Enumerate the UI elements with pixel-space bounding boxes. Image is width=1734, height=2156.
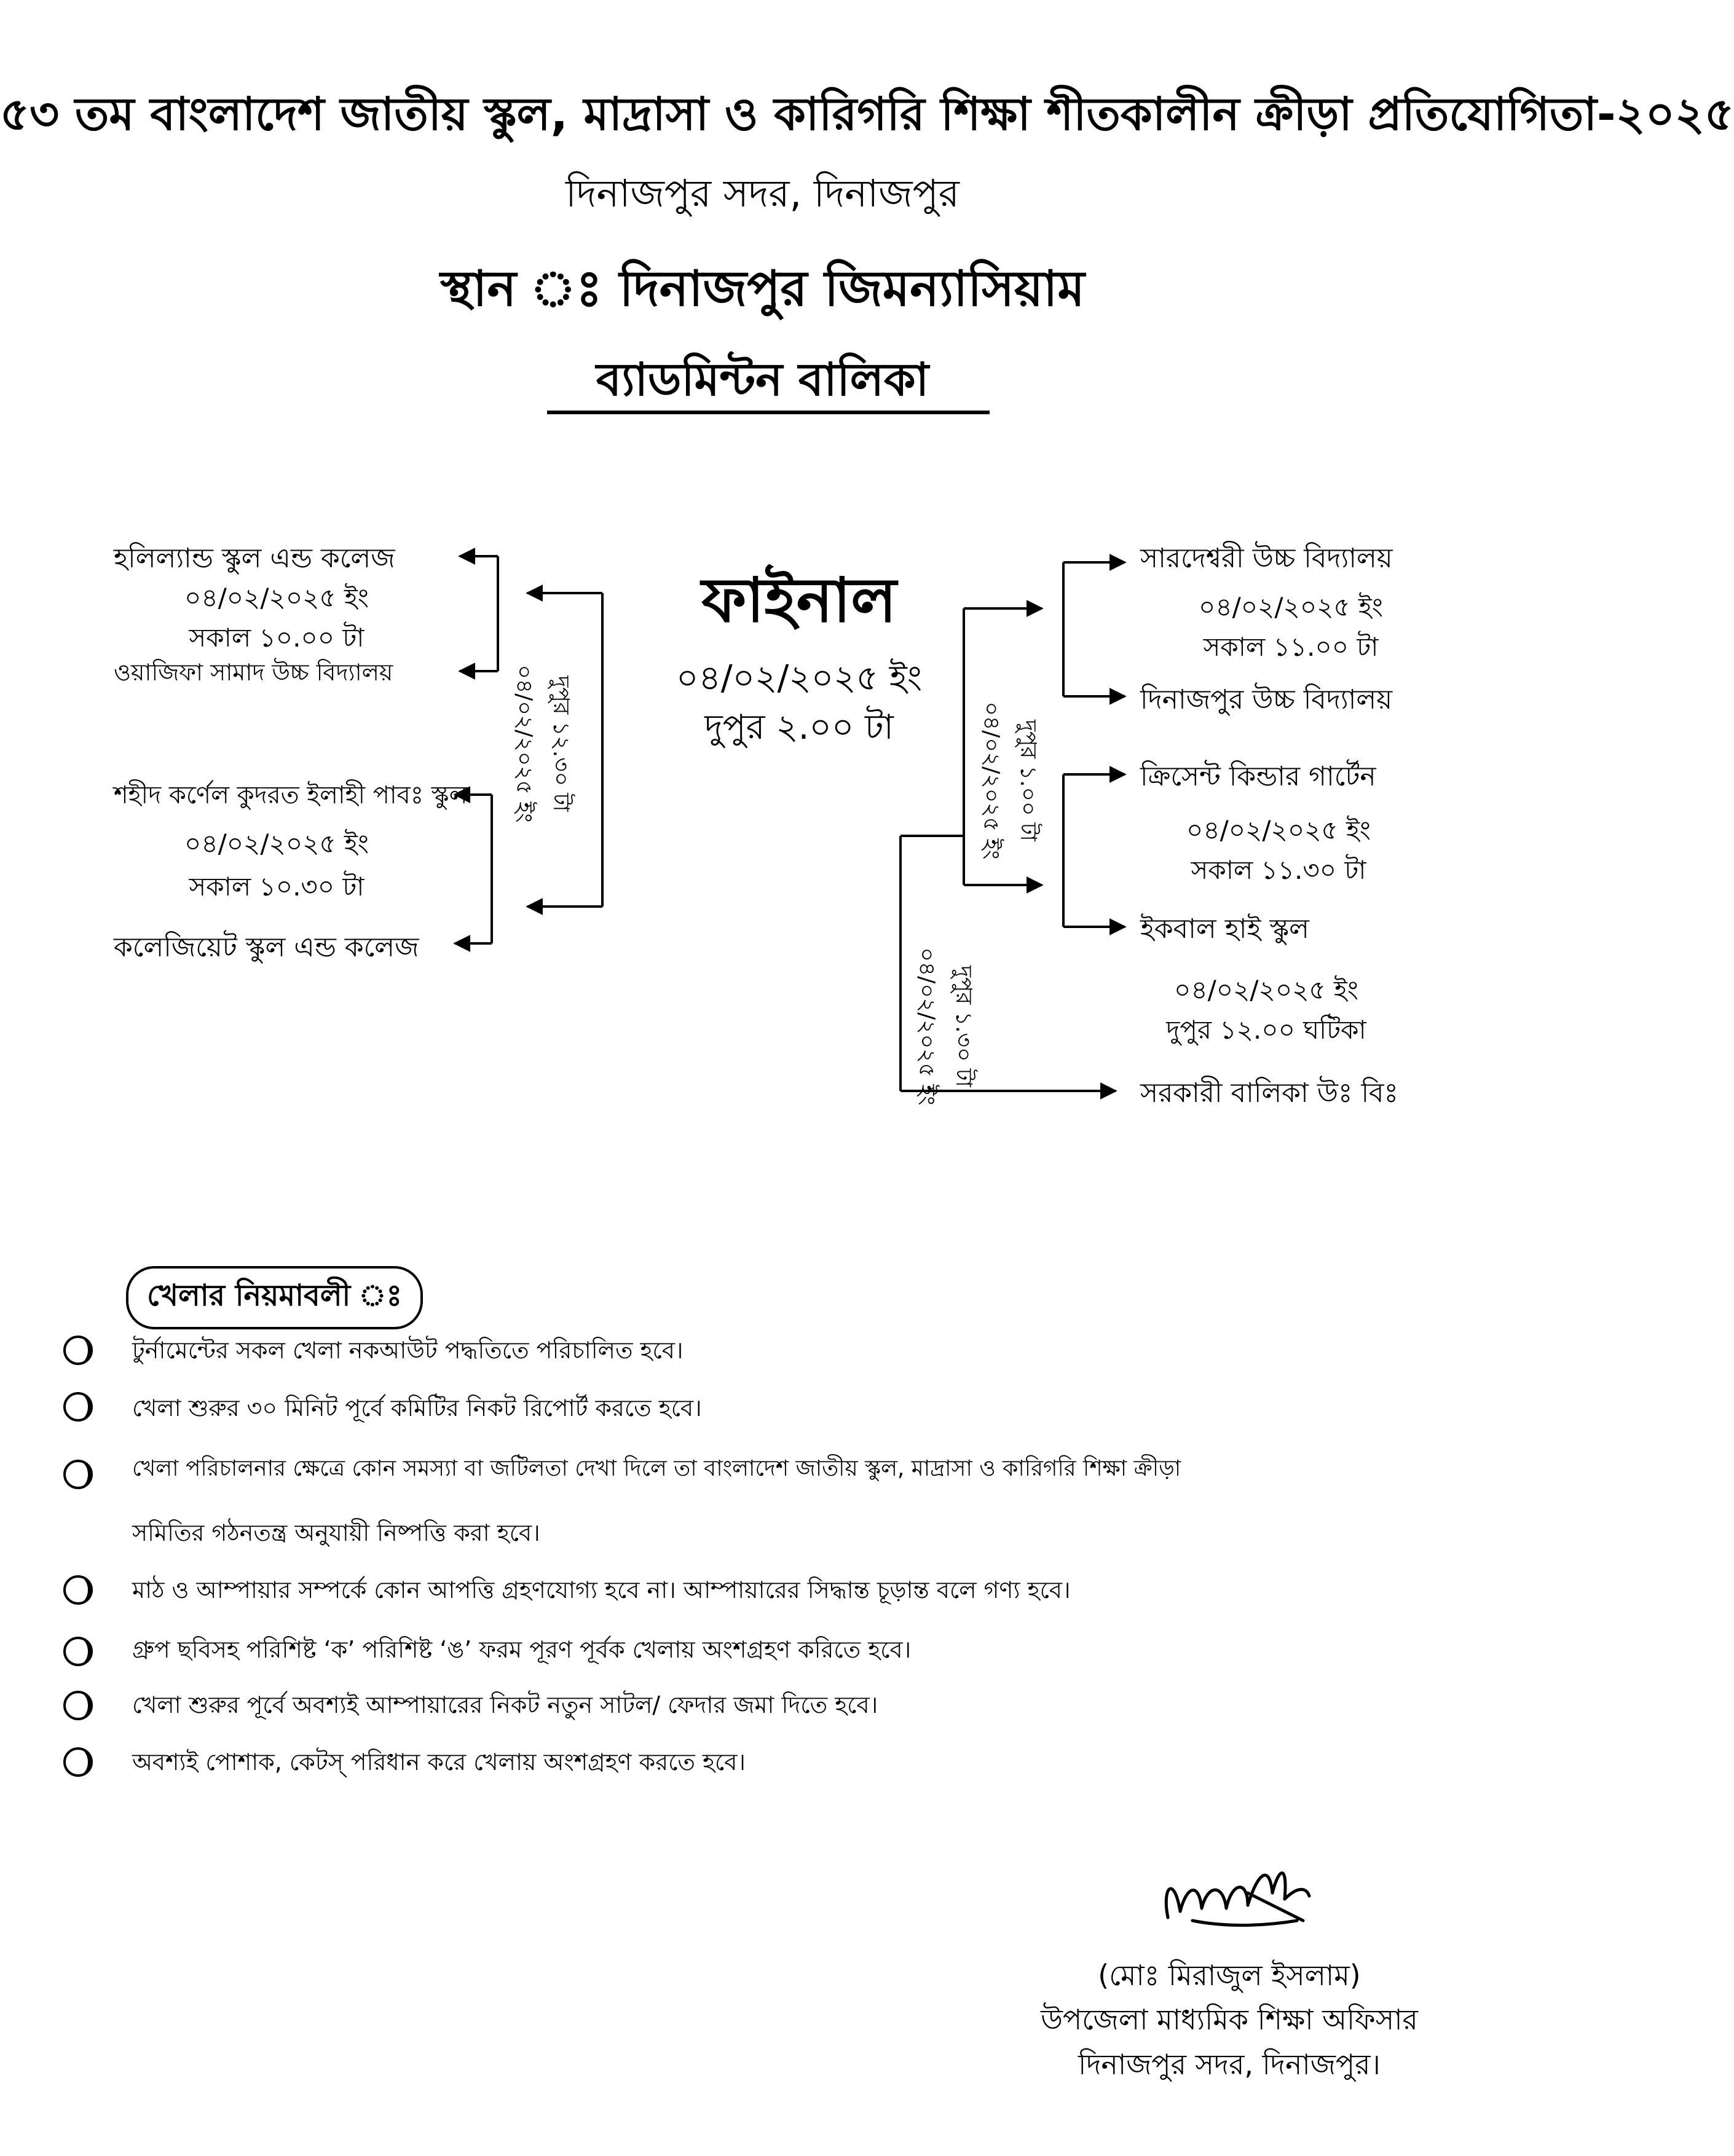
right-m1-team-b: দিনাজপুর উচ্চ বিদ্যালয়	[1140, 684, 1393, 715]
right-m1-team-a: সারদেশ্বরী উচ্চ বিদ্যালয়	[1140, 543, 1393, 574]
left-m1-date: ০৪/০২/২০২৫ ইং	[184, 583, 369, 613]
right-m2-next-date: ০৪/০২/২০২৫ ইং	[1174, 975, 1358, 1005]
right-m2-next-time: দুপুর ১২.০০ ঘটিকা	[1166, 1015, 1366, 1045]
header-event: ব্যাডমিন্টন বালিকা	[596, 353, 929, 406]
rule-item: অবশ্যই পোশাক, কেটস্ পরিধান করে খেলায় অংশগ্রহণ করতে হবে।	[132, 1749, 746, 1776]
final-time: দুপুর ২.০০ টা	[704, 707, 894, 747]
rule-item: খেলা পরিচালনার ক্ষেত্রে কোন সমস্যা বা জটিলতা দেখা দিলে তা বাংলাদেশ জাতীয় স্কুল, মাদ্রাসা ও কারিগরি শিক্ষা ক্রীড়া	[132, 1456, 1181, 1481]
bullet-icon	[61, 1689, 95, 1722]
right-bye-team: সরকারী বালিকা উঃ বিঃ	[1140, 1077, 1398, 1109]
right-semi-date: ০৪/০২/২০২৫ ইং	[979, 701, 1004, 860]
right-m2-time: সকাল ১১.৩০ টা	[1191, 855, 1366, 885]
left-m1-time: সকাল ১০.০০ টা	[189, 623, 365, 653]
final-date: ০৪/০২/২০২৫ ইং	[676, 658, 922, 698]
rule-item: টুর্নামেন্টের সকল খেলা নকআউট পদ্ধতিতে পরিচালিত হবে।	[132, 1337, 684, 1364]
left-m2-time: সকাল ১০.৩০ টা	[189, 871, 365, 902]
right-m2-team-b: ইকবাল হাই স্কুল	[1140, 913, 1309, 945]
left-m2-team-a: শহীদ কর্ণেল কুদরত ইলাহী পাবঃ স্কুল	[114, 781, 468, 809]
left-m1-team-a: হলিল্যান্ড স্কুল এন্ড কলেজ	[114, 543, 395, 574]
bullet-icon	[61, 1573, 95, 1607]
rule-item: খেলা শুরুর পূর্বে অবশ্যই আম্পায়ারের নিকট নতুন সাটল/ ফেদার জমা দিতে হবে।	[132, 1691, 878, 1718]
left-m2-date: ০৪/০২/২০২৫ ইং	[184, 828, 369, 859]
bullet-icon	[61, 1458, 95, 1491]
left-m2-team-b: কলেজিয়েট স্কুল এন্ড কলেজ	[114, 932, 419, 963]
right-m1-time: সকাল ১১.০০ টা	[1203, 632, 1379, 662]
bullet-icon	[61, 1635, 95, 1668]
bullet-icon	[61, 1390, 95, 1423]
signature-mark	[1156, 1850, 1315, 1936]
rule-item: মাঠ ও আম্পায়ার সম্পর্কে কোন আপত্তি গ্রহণযোগ্য হবে না। আম্পায়ারের সিদ্ধান্ত চূড়ান্ত বলে গণ্য হবে।	[132, 1576, 1071, 1603]
rule-item: খেলা শুরুর ৩০ মিনিট পূর্বে কমিটির নিকট রিপোর্ট করতে হবে।	[132, 1395, 702, 1422]
bullet-icon	[61, 1334, 95, 1367]
rule-item: গ্রুপ ছবিসহ পরিশিষ্ট ‘ক’ পরিশিষ্ট ‘ঙ’ ফরম পূরণ পূর্বক খেলায় অংশগ্রহণ করিতে হবে।	[132, 1636, 912, 1663]
left-m1-team-b: ওয়াজিফা সামাদ উচ্চ বিদ্যালয়	[114, 659, 393, 686]
left-semi-time: দুপুর ১২.৩০ টা	[548, 675, 573, 812]
header-venue: স্থান ঃ দিনাজপুর জিমন্যাসিয়াম	[440, 260, 1085, 317]
right-quarter-date: ০৪/০২/২০২৫ ইং	[914, 947, 939, 1106]
signature-office: দিনাজপুর সদর, দিনাজপুর।	[1078, 2048, 1381, 2081]
right-quarter-time: দুপুর ১.৩০ টা	[951, 966, 976, 1087]
right-m2-date: ০৪/০২/২০২৫ ইং	[1186, 815, 1371, 845]
signature-role: উপজেলা মাধ্যমিক শিক্ষা অফিসার	[1041, 2003, 1418, 2036]
right-m1-date: ০৪/০২/২০২৫ ইং	[1199, 592, 1383, 622]
right-m2-team-a: ক্রিসেন্ট কিন্ডার গার্টেন	[1140, 761, 1376, 792]
header-location: দিনাজপুর সদর, দিনাজপুর	[566, 171, 960, 216]
left-semi-date: ০৪/০২/২০২৫ ইং	[511, 664, 537, 823]
signature-name: (মোঃ মিরাজুল ইসলাম)	[1098, 1959, 1361, 1992]
bullet-icon	[61, 1745, 95, 1779]
header-title: ৫৩ তম বাংলাদেশ জাতীয় স্কুল, মাদ্রাসা ও কারিগরি শিক্ষা শীতকালীন ক্রীড়া প্রতিযোগিতা-২০২৫	[0, 88, 1734, 141]
rules-title: খেলার নিয়মাবলী ঃ	[126, 1266, 423, 1329]
final-title: ফাইনাল	[701, 564, 897, 636]
right-semi-time: দুপুর ১.০০ টা	[1015, 720, 1041, 841]
rule-item-continuation: সমিতির গঠনতন্ত্র অনুযায়ী নিষ্পত্তি করা হবে।	[132, 1519, 540, 1546]
